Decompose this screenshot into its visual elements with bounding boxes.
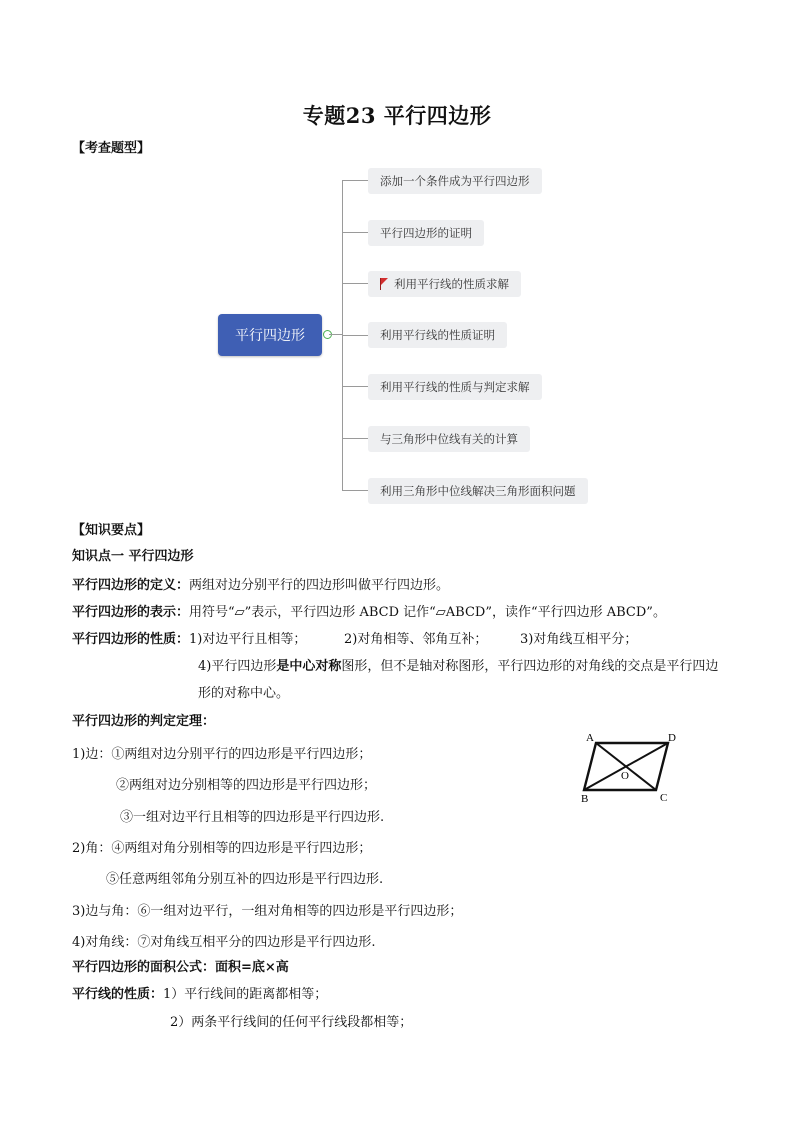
- vertex-label-c: C: [660, 792, 668, 804]
- mindmap-branch-line: [342, 232, 368, 233]
- criteria-item: ②两组对边分别相等的四边形是平行四边形；: [116, 778, 377, 793]
- definition-line: [72, 574, 449, 593]
- area-formula: 平行四边形的面积公式：面积=底×高: [72, 960, 289, 975]
- parallel-line: [72, 983, 327, 1002]
- mindmap-branch-line: [342, 180, 368, 181]
- notation-text: 用符号“▱”表示，平行四边形 ABCD 记作“▱ABCD”，读作“平行四边形 ABCD”。: [189, 605, 666, 620]
- property-label: 平行四边形的性质：: [72, 632, 190, 647]
- notation-label: 平行四边形的表示：: [72, 605, 190, 620]
- criteria-item: 4)对角线：⑦对角线互相平分的四边形是平行四边形.: [72, 935, 376, 950]
- parallel-1: 1）平行线间的距离都相等；: [163, 987, 328, 1002]
- notation-line: [72, 601, 666, 620]
- mindmap-center-node[interactable]: 平行四边形: [218, 314, 322, 356]
- property-4-cont: 形的对称中心。: [198, 686, 290, 701]
- criteria-label: 平行四边形的判定定理：: [72, 714, 216, 729]
- mindmap-topic[interactable]: 利用平行线的性质证明: [368, 322, 507, 348]
- definition-text: 两组对边分别平行的四边形叫做平行四边形。: [189, 578, 450, 593]
- property-2: 2)对角相等、邻角互补；: [344, 632, 488, 647]
- criteria-item: ⑤任意两组邻角分别互补的四边形是平行四边形.: [106, 872, 384, 887]
- mindmap-branch-line: [342, 386, 368, 387]
- property-1: 1)对边平行且相等；: [189, 632, 307, 647]
- knowledge-point-title: 知识点一 平行四边形: [72, 549, 194, 564]
- property-4-post: 图形，但不是轴对称图形，平行四边形的对角线的交点是平行四边: [341, 659, 719, 674]
- section-question-types: 【考查题型】: [72, 141, 151, 156]
- diagonal-bd: [584, 743, 668, 790]
- criteria-item: 3)边与角：⑥一组对边平行，一组对角相等的四边形是平行四边形；: [72, 904, 463, 919]
- mindmap-topic[interactable]: 利用平行线的性质与判定求解: [368, 374, 542, 400]
- parallel-2: 2）两条平行线间的任何平行线段都相等；: [170, 1015, 413, 1030]
- flag-icon: [380, 278, 388, 290]
- property-line: [72, 628, 306, 647]
- center-label-o: O: [621, 770, 629, 782]
- property-4: [198, 655, 718, 674]
- property-4-bold: 是中心对称: [276, 659, 342, 674]
- criteria-item: ③一组对边平行且相等的四边形是平行四边形.: [120, 810, 385, 825]
- page-title: 专题23 平行四边形: [302, 103, 492, 128]
- mindmap-topic[interactable]: 平行四边形的证明: [368, 220, 484, 246]
- mindmap-topic-label: 利用平行线的性质求解: [394, 277, 509, 291]
- parallel-label: 平行线的性质：: [72, 987, 164, 1002]
- criteria-item: 2)角：④两组对角分别相等的四边形是平行四边形；: [72, 841, 372, 856]
- section-key-points: 【知识要点】: [72, 523, 151, 538]
- mindmap-topic[interactable]: 添加一个条件成为平行四边形: [368, 168, 542, 194]
- mindmap-branch-line: [342, 335, 368, 336]
- criteria-item: 1)边：①两组对边分别平行的四边形是平行四边形；: [72, 747, 372, 762]
- mindmap-topic[interactable]: 与三角形中位线有关的计算: [368, 426, 530, 452]
- mindmap-branch-line: [342, 283, 368, 284]
- mindmap-branch-line: [342, 438, 368, 439]
- vertex-label-d: D: [668, 732, 676, 744]
- vertex-label-b: B: [581, 793, 589, 805]
- property-4-pre: 4)平行四边形: [198, 659, 277, 674]
- mindmap-branch-line: [342, 490, 368, 491]
- property-3: 3)对角线互相平分；: [520, 632, 638, 647]
- mindmap-topic-flagged[interactable]: [368, 271, 521, 297]
- mindmap-stem-line: [329, 334, 343, 335]
- parallelogram-figure: [576, 728, 686, 808]
- vertex-label-a: A: [586, 732, 594, 744]
- definition-label: 平行四边形的定义：: [72, 578, 190, 593]
- mindmap-topic[interactable]: 利用三角形中位线解决三角形面积问题: [368, 478, 588, 504]
